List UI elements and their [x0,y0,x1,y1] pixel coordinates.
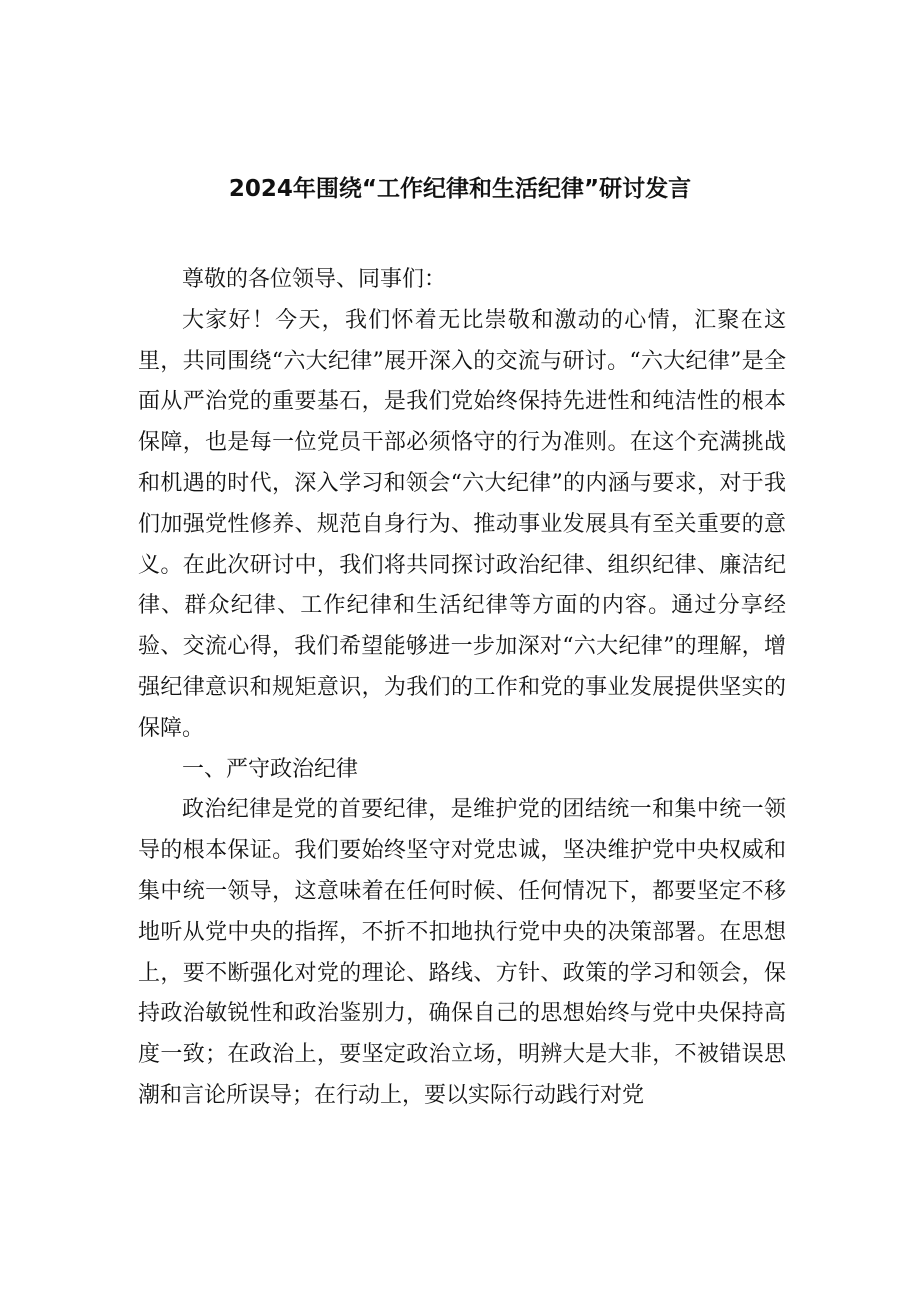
document-title: 2024年围绕“工作纪律和生活纪律”研讨发言 [228,176,692,202]
salutation: 尊敬的各位领导、同事们： [182,267,447,292]
paragraph-political-discipline: 政治纪律是党的首要纪律，是维护党的团结统一和集中统一领导的根本保证。我们要始终坚守对党忠诚，坚决维护党中央权威和集中统一领导，这意味着在任何时候、任何情况下，都要坚定不移地听从党中央的指挥，不折不扣地执行党中央的决策部署。在思想上，要不断强化对党的理论、路线、方针、政策的学习和领会，保持政治敏锐性和政治鉴别力，确保自己的思想始终与党中央保持高度一致；在政治上，要坚定政治立场，明辨大是大非，不被错误思潮和言论所误导；在行动上，要以实际行动践行对党 [138,797,786,1108]
paragraph-intro: 大家好！今天，我们怀着无比崇敬和激动的心情，汇聚在这里，共同围绕“六大纪律”展开深入的交流与研讨。“六大纪律”是全面从严治党的重要基石，是我们党始终保持先进性和纯洁性的根本保障，也是每一位党员干部必须恪守的行为准则。在这个充满挑战和机遇的时代，深入学习和领会“六大纪律”的内涵与要求，对于我们加强党性修养、规范自身行为、推动事业发展具有至关重要的意义。在此次研讨中，我们将共同探讨政治纪律、组织纪律、廉洁纪律、群众纪律、工作纪律和生活纪律等方面的内容。通过分享经验、交流心得，我们希望能够进一步加深对“六大纪律”的理解，增强纪律意识和规矩意识，为我们的工作和党的事业发展提供坚实的保障。 [138,307,786,741]
document-body [138,260,786,1117]
section-heading-political-discipline: 一、严守政治纪律 [182,756,359,782]
